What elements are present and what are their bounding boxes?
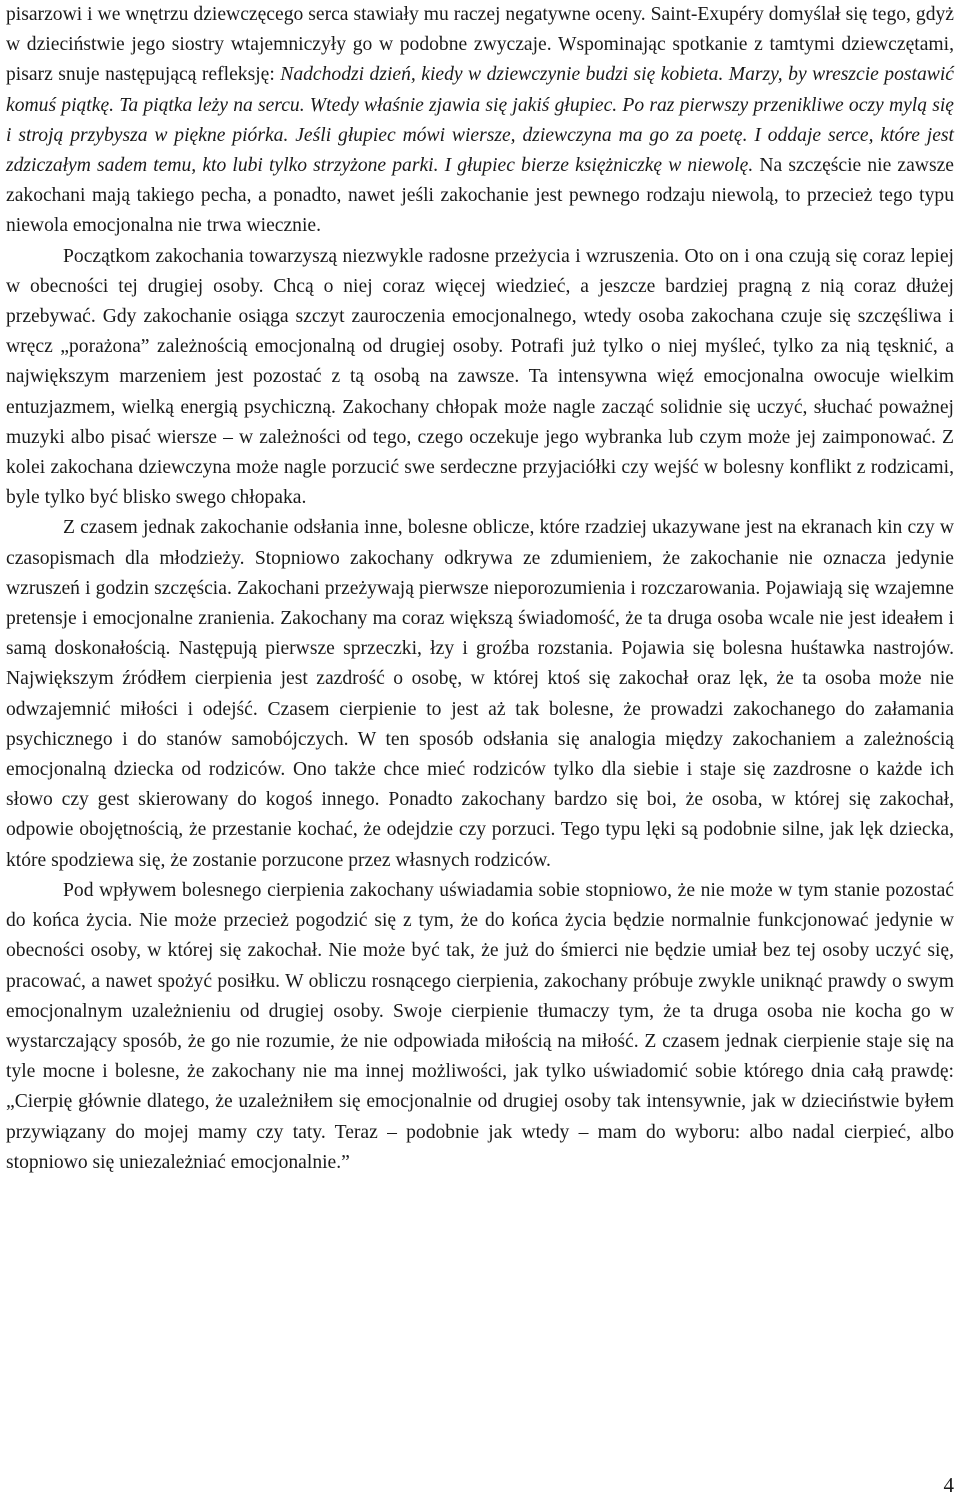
paragraph-1-quote: Nadchodzi dzień, kiedy w dziewczynie budzi się kobieta. Marzy, by wreszcie postawić komuś piątkę. Ta piątka leży na sercu. Wtedy właśnie zjawia się jakiś głupiec. Po raz pierwszy przenikliwe oczy mylą się i stroją przybysza w piękne piórka. Jeśli głupiec mówi wiersze, dziewczyna ma go za poetę. I oddaje serce, które jest zdziczałym sadem temu, kto lubi tylko strzyżone parki. I głupiec bierze księżniczkę w niewolę. (6, 64, 954, 177)
paragraph-3 (6, 513, 954, 875)
paragraph-2 (6, 242, 954, 514)
paragraph-3-text: Z czasem jednak zakochanie odsłania inne, bolesne oblicze, które rzadziej ukazywane jest na ekranach kin czy w czasopismach dla młodzieży. Stopniowo zakochany odkrywa ze zdumieniem, że zakochanie nie oznacza jedynie wzruszeń i godzin szczęścia. Zakochani przeżywają pierwsze nieporozumienia i rozczarowania. Pojawiają się wzajemne pretensje i emocjonalne zranienia. Zakochany ma coraz większą świadomość, że ta druga osoba wcale nie jest ideałem i samą doskonałością. Następują pierwsze sprzeczki, łzy i groźba rozstania. Pojawia się bolesna huśtawka nastrojów. Największym źródłem cierpienia jest zazdrość o osobę, w której ktoś się zakochał oraz lęk, że ta osoba może nie odwzajemnić miłości i odejść. Czasem cierpienie to jest aż tak bolesne, że prowadzi zakochanego do załamania psychicznego i do stanów samobójczych. W ten sposób odsłania się analogia między zakochaniem a zależnością emocjonalną dziecka od rodziców. Ono także chce mieć rodziców tylko dla siebie i staje się zazdrosne o każde ich słowo czy gest skierowany do kogoś innego. Ponadto zakochany bardzo się boi, że osoba, w której się zakochał, odpowie obojętnością, że przestanie kochać, że odejdzie czy porzuci. Tego typu lęki są podobnie silne, jak lęk dziecka, które spodziewa się, że zostanie porzucone przez własnych rodziców. (6, 517, 954, 871)
paragraph-4 (6, 876, 954, 1178)
paragraph-1 (6, 0, 954, 242)
paragraph-1-run-1: pisarzowi i we wnętrzu dziewczęcego serca stawiały mu raczej negatywne oceny. Saint-Exupéry domyślał się tego, gdyż w dzieciństwie jego siostry wtajemniczyły go w podobne zwyczaje. Wspominając spotkanie z tamtymi dziewczętami, pisarz snuje następującą refleksję: (6, 4, 954, 86)
paragraph-2-text: Początkom zakochania towarzyszą niezwykle radosne przeżycia i wzruszenia. Oto on i ona czują się coraz lepiej w obecności tej drugiej osoby. Chcą o niej coraz więcej wiedzieć, a jeszcze bardziej pragną z nią coraz dłużej przebywać. Gdy zakochanie osiąga szczyt zauroczenia emocjonalnego, wtedy osoba zakochana czuje się szczęśliwa i wręcz „porażona” zależnością emocjonalną od drugiej osoby. Potrafi już tylko o niej myśleć, tylko za nią tęsknić, a największym marzeniem jest pozostać z tą osobą na zawsze. Ta intensywna więź emocjonalna owocuje wielkim entuzjazmem, wielką energią psychiczną. Zakochany chłopak może nagle zacząć solidnie się uczyć, słuchać poważnej muzyki albo pisać wiersze – w zależności od tego, czego oczekuje jego wybranka lub czym może jej zaimponować. Z kolei zakochana dziewczyna może nagle porzucić swe serdeczne przyjaciółki czy wejść w bolesny konflikt z rodzicami, byle tylko być blisko swego chłopaka. (6, 245, 954, 509)
paragraph-4-text: Pod wpływem bolesnego cierpienia zakochany uświadamia sobie stopniowo, że nie może w tym stanie pozostać do końca życia. Nie może przecież pogodzić się z tym, że do końca życia będzie normalnie funkcjonować jedynie w obecności osoby, w której się zakochał. Nie może być tak, że już do śmierci nie będzie umiał bez tej osoby uczyć się, pracować, a nawet spożyć posiłku. W obliczu rosnącego cierpienia, zakochany próbuje zwykle uniknąć prawdy o swym emocjonalnym uzależnieniu od drugiej osoby. Swoje cierpienie tłumaczy tym, że ta druga osoba nie kocha go w wystarczający sposób, że go nie rozumie, że nie odpowiada miłością na miłość. Z czasem jednak cierpienie staje się na tyle mocne i bolesne, że zakochany nie ma innej możliwości, jak tylko uświadomić sobie którego dnia całą prawdę: „Cierpię głównie dlatego, że uzależniłem się emocjonalnie od drugiej osoby tak intensywnie, jak w dzieciństwie byłem przywiązany do mojej mamy czy taty. Teraz – podobnie jak wtedy – mam do wyboru: albo nadal cierpieć, albo stopniowo się uniezależniać emocjonalnie.” (6, 879, 954, 1173)
document-body (6, 0, 954, 1178)
page-number: 4 (943, 1473, 954, 1497)
paragraph-1-run-3: Na szczęście nie zawsze zakochani mają takiego pecha, a ponadto, nawet jeśli zakochanie jest pewnego rodzaju niewolą, to przecież tego typu niewola emocjonalna nie trwa wiecznie. (6, 155, 954, 237)
